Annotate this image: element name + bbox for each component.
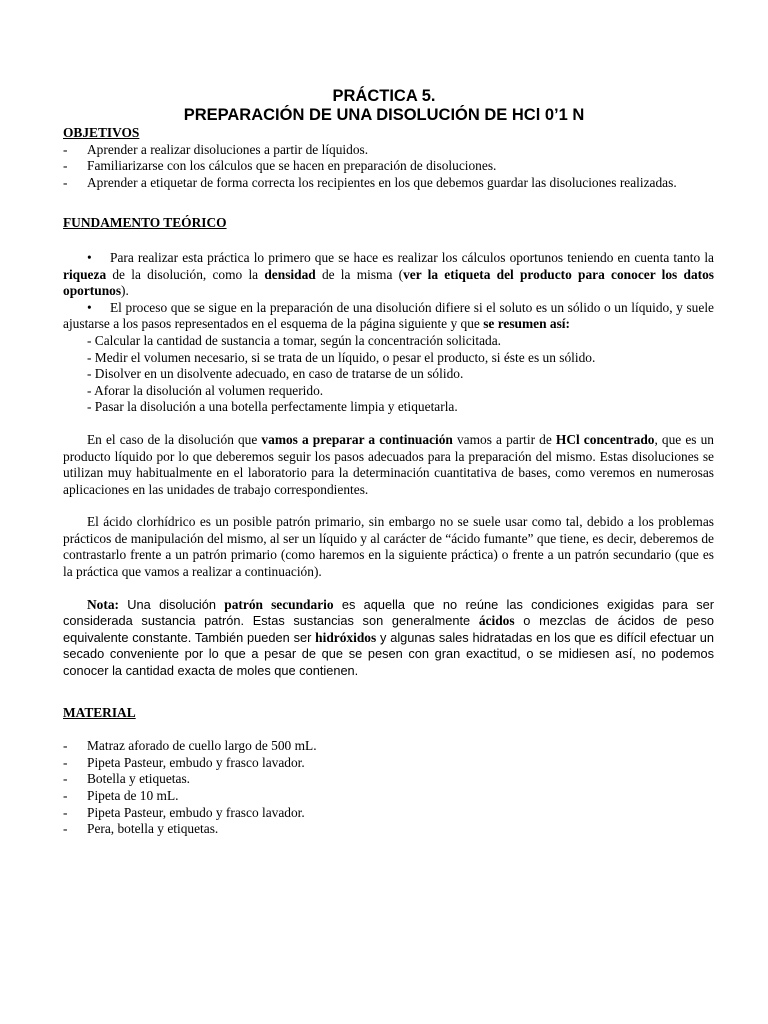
document-body xyxy=(63,125,714,838)
practice-title: PREPARACIÓN DE UNA DISOLUCIÓN DE HCl 0’1 N xyxy=(183,106,585,124)
bold-span: patrón secundario xyxy=(224,596,334,612)
dash-marker: - xyxy=(63,788,68,803)
objetivo-text: Familiarizarse con los cálculos que se hacen en preparación de disoluciones. xyxy=(87,158,497,174)
nota-label: Nota: xyxy=(87,596,119,612)
list-item xyxy=(63,738,714,755)
text-span: de la disolución, como la xyxy=(106,266,265,282)
bold-span: HCl concentrado xyxy=(555,431,655,447)
objetivo-text: Aprender a etiquetar de forma correcta los recipientes en los que debemos guardar las disoluciones realizadas. xyxy=(87,174,677,190)
objetivos-heading: OBJETIVOS xyxy=(63,125,140,140)
objetivo-text: Aprender a realizar disoluciones a partir de líquidos. xyxy=(87,141,369,157)
bold-span: densidad xyxy=(264,266,316,282)
text-span: Una disolución xyxy=(118,596,225,612)
text-span: En el caso de la disolución que xyxy=(87,431,262,447)
bold-span: hidróxidos xyxy=(315,629,377,645)
dash-marker: - xyxy=(63,821,68,837)
dash-marker: - xyxy=(63,804,68,820)
text-span: ). xyxy=(121,283,129,299)
dash-marker: - xyxy=(63,174,68,190)
text-span: o mezclas de ácidos de peso equivalente constante. También pueden ser xyxy=(63,613,714,645)
bold-span: se resumen así: xyxy=(483,316,570,332)
fundamento-heading: FUNDAMENTO TEÓRICO xyxy=(63,215,227,231)
dash-marker: - xyxy=(63,738,68,754)
list-item xyxy=(63,771,714,788)
bullet-icon: • xyxy=(87,299,92,315)
list-item xyxy=(63,175,714,192)
bold-span: ácidos xyxy=(478,613,515,629)
list-item: - Calcular la cantidad de sustancia a tomar, según la concentración solicitada. xyxy=(87,332,502,348)
list-item: - Disolver en un disolvente adecuado, en caso de tratarse de un sólido. xyxy=(87,366,464,382)
material-text: Matraz aforado de cuello largo de 500 mL. xyxy=(87,738,317,754)
bullet-paragraph-proceso xyxy=(63,300,714,333)
material-text: Pipeta Pasteur, embudo y frasco lavador. xyxy=(87,754,305,770)
text-span: es aquella que no reúne las condiciones exigidas para ser considerada sustancia patrón. Estas sustancias son generalmente xyxy=(63,596,714,629)
dash-marker: - xyxy=(63,771,68,787)
list-item xyxy=(63,142,714,159)
list-item: - Pasar la disolución a una botella perfectamente limpia y etiquetarla. xyxy=(87,399,458,415)
list-item xyxy=(63,805,714,822)
dash-marker: - xyxy=(63,141,68,157)
list-item xyxy=(63,821,714,838)
steps-list xyxy=(87,333,714,416)
material-heading: MATERIAL xyxy=(63,704,136,720)
bullet-paragraph-calculos xyxy=(63,250,714,300)
list-item: - Medir el volumen necesario, si se trata de un líquido, o pesar el producto, si éste es un sólido. xyxy=(87,349,596,365)
paragraph-nota xyxy=(63,597,714,680)
paragraph-hcl xyxy=(63,432,714,498)
material-text: Pipeta Pasteur, embudo y frasco lavador. xyxy=(87,804,305,820)
text-span: , que es un producto líquido por lo que deberemos seguir los pasos adecuados para la preparación del mismo. Estas disoluciones se utilizan muy habitualmente en el laboratorio para la determinación cuantitativa de bases, como veremos en numerosas aplicaciones en las unidades de trabajo correspondientes. xyxy=(63,431,714,497)
practice-number-title: PRÁCTICA 5. xyxy=(332,87,436,105)
bullet-icon: • xyxy=(87,249,92,265)
text-span: vamos a partir de xyxy=(452,431,556,447)
dash-marker: - xyxy=(63,754,68,770)
material-text: Pera, botella y etiquetas. xyxy=(87,821,219,837)
dash-marker: - xyxy=(63,158,68,174)
text-span: de la misma ( xyxy=(315,266,404,282)
text-span: El proceso que se sigue en la preparación de una disolución difiere si el soluto es un sólido o un líquido, y suele ajustarse a los pasos representados en el esquema de la página siguiente y que xyxy=(63,299,714,332)
text-span: Para realizar esta práctica lo primero que se hace es realizar los cálculos oportunos teniendo en cuenta tanto la xyxy=(110,249,714,265)
material-text: Botella y etiquetas. xyxy=(87,771,191,787)
paragraph-acido: El ácido clorhídrico es un posible patrón primario, sin embargo no se suele usar como tal, debido a los problemas prácticos de manipulación del mismo, al ser un líquido y al carácter de “ácido fumante” que tiene, es decir, deberemos de contrastarlo frente a un patrón primario (como haremos en la siguiente práctica) o frente a un patrón secundario (que es la práctica que vamos a realizar a continuación). xyxy=(63,514,714,580)
bold-span: vamos a preparar a continuación xyxy=(261,431,453,447)
bold-span: riqueza xyxy=(63,266,107,282)
list-item: - Aforar la disolución al volumen requerido. xyxy=(87,382,324,398)
objetivos-list xyxy=(63,142,714,192)
bold-span: ver la etiqueta del producto para conocer los datos oportunos xyxy=(63,266,714,299)
material-text: Pipeta de 10 mL. xyxy=(87,788,179,803)
list-item xyxy=(63,158,714,175)
list-item xyxy=(63,755,714,772)
material-list xyxy=(63,738,714,838)
text-span: y algunas sales hidratadas en los que es difícil efectuar un secado conveniente por lo que a pesar de que se pesen con gran exactitud, o se midiesen así, no podemos conocer la cantidad exacta de moles que contienen. xyxy=(63,629,714,679)
list-item xyxy=(63,788,714,805)
